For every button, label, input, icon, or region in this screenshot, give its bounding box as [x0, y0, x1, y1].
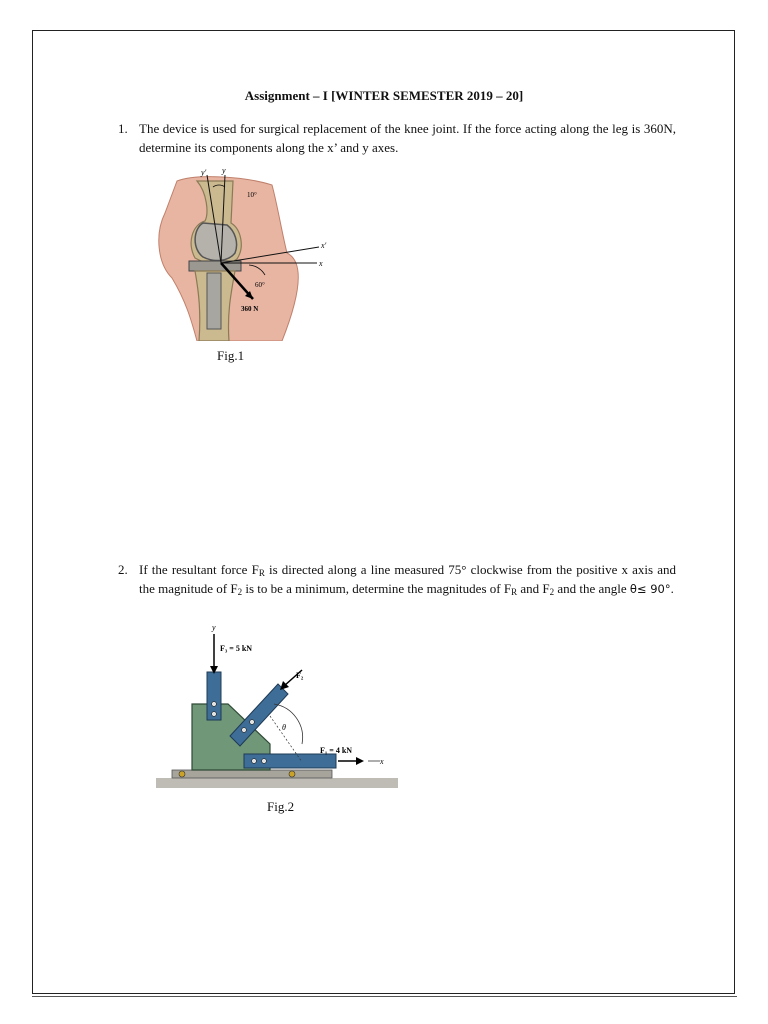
bolt-right: [289, 771, 295, 777]
question-1-number: 1.: [118, 121, 128, 136]
tibial-stem: [207, 273, 221, 329]
label-theta: θ: [282, 723, 286, 732]
rivet: [212, 712, 217, 717]
ground: [156, 778, 398, 788]
rivet: [262, 759, 267, 764]
question-1-text: The device is used for surgical replacement of the knee joint. If the force acting along the leg is 360N, determine its components along the x’ and y axes.: [139, 121, 676, 155]
rivet: [212, 702, 217, 707]
base-plate: [172, 770, 332, 778]
rivet: [242, 728, 247, 733]
label-angle-60: 60°: [255, 281, 265, 289]
bolt-left: [179, 771, 185, 777]
theta-arc: [274, 704, 303, 744]
assignment-title: Assignment – I [WINTER SEMESTER 2019 – 20]: [244, 88, 524, 103]
angle-expression: θ≤ 90°: [629, 582, 671, 596]
label-y: y: [212, 623, 216, 632]
question-2-number: 2.: [118, 562, 128, 577]
label-y: y: [222, 166, 226, 175]
label-f2: F₂: [296, 671, 304, 680]
label-f3: F₃ = 5 kN: [220, 644, 253, 653]
f1-arrowhead: [356, 757, 364, 765]
figure-1-knee-diagram: [137, 163, 344, 341]
label-angle-10: 10°: [247, 191, 257, 199]
figure-2-caption: Fig.2: [267, 799, 295, 814]
bottom-rule: [32, 996, 737, 997]
horizontal-member: [244, 754, 336, 768]
figure-2-bracket-diagram: [152, 620, 402, 796]
label-x-prime: x': [321, 241, 327, 250]
label-f1: F₁ = 4 kN: [320, 746, 353, 755]
label-y-prime: y': [201, 168, 207, 177]
question-2-text: If the resultant force $F_R$ is directed along a line measured 75° clockwise from the positive x axis and the magnitude of $F_2$ is to be a minimum, determine the magnitudes of $F_R$ and $F_2$ and the angle θ≤ 90°.: [139, 562, 677, 597]
label-x: x: [380, 757, 384, 766]
label-force-360: 360 N: [241, 305, 259, 313]
figure-1-caption: Fig.1: [217, 348, 245, 363]
rivet: [250, 720, 255, 725]
rivet: [252, 759, 257, 764]
label-x: x: [319, 259, 323, 268]
